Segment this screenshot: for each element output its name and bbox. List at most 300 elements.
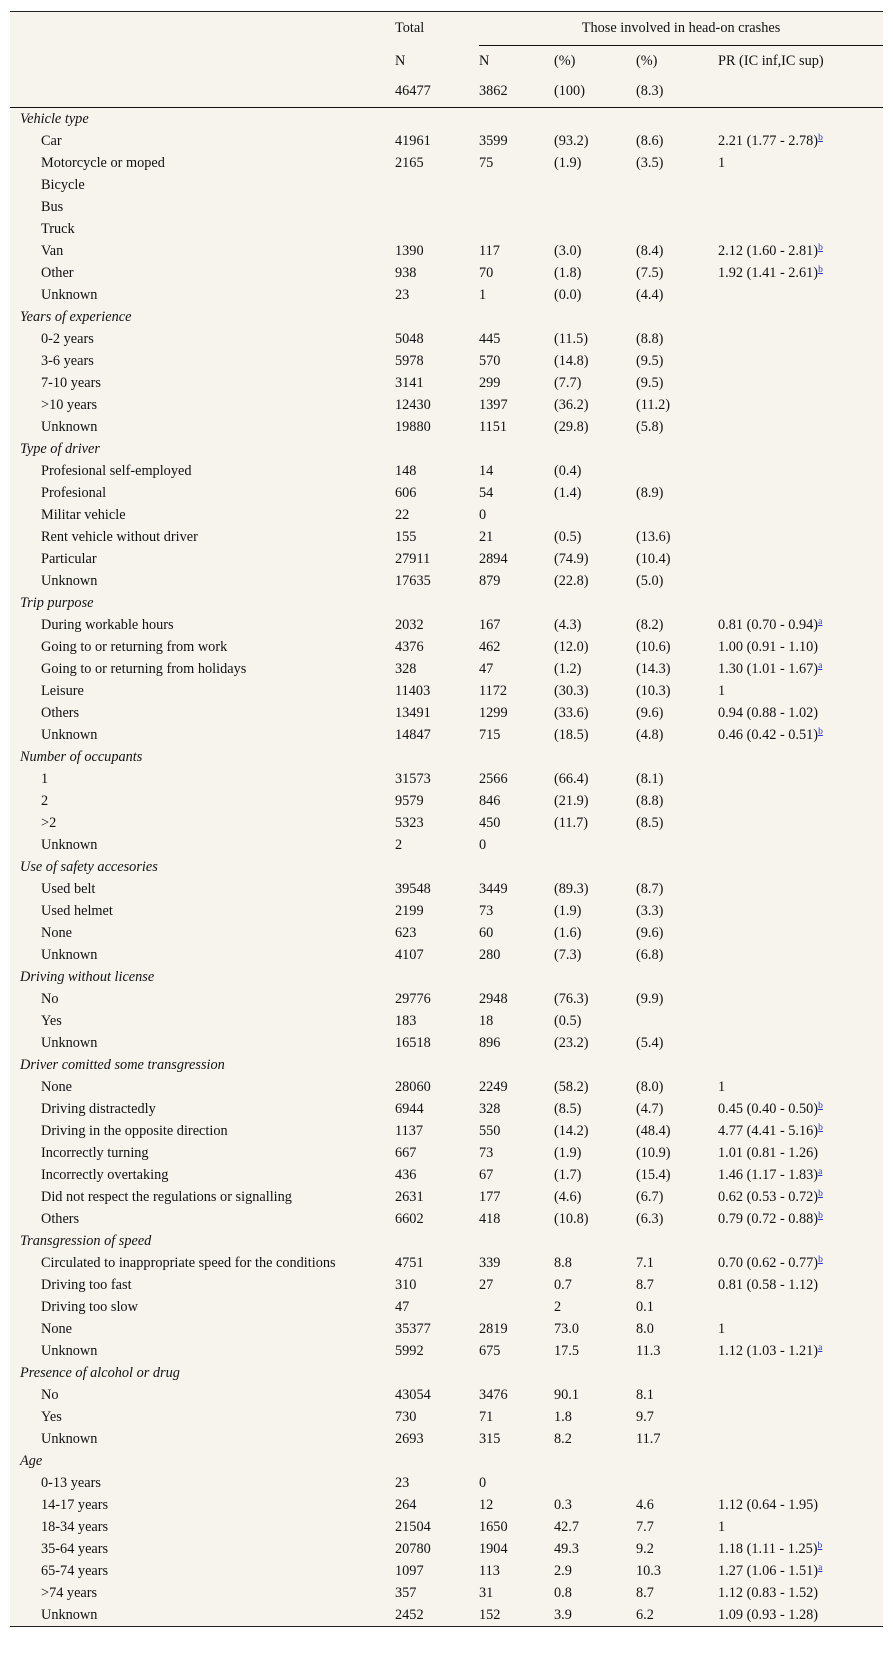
section-title: Vehicle type xyxy=(20,111,89,127)
row-label: Leisure xyxy=(41,683,84,699)
header-col-pct: (%) xyxy=(554,53,576,69)
row-label: Unknown xyxy=(41,573,98,589)
pct-cell xyxy=(554,1472,636,1494)
pct2-cell: (8.8) xyxy=(636,793,664,809)
pr-cell xyxy=(718,680,883,702)
pr-cell xyxy=(718,284,883,306)
pct2-cell: 4.6 xyxy=(636,1497,654,1513)
header-row-2 xyxy=(10,46,883,77)
pct-cell: (14.2) xyxy=(554,1123,589,1139)
n-cell: 21 xyxy=(479,529,494,545)
total-cell: 2631 xyxy=(395,1189,424,1205)
pct2-cell: (13.6) xyxy=(636,529,671,545)
n-cell: 67 xyxy=(479,1167,494,1183)
row-label: Driving too slow xyxy=(41,1299,138,1315)
table-row xyxy=(10,1428,883,1450)
pr-cell xyxy=(718,1098,883,1120)
total-cell: 938 xyxy=(395,265,417,281)
pct2-cell: (3.3) xyxy=(636,903,664,919)
table-row xyxy=(10,1582,883,1604)
footnote-ref xyxy=(818,1541,823,1551)
pr-value: 4.77 (4.41 - 5.16) xyxy=(718,1123,819,1139)
n-cell: 550 xyxy=(479,1123,501,1139)
pr-value: 1 xyxy=(718,683,726,699)
row-label: Profesional xyxy=(41,485,107,501)
pct-cell: (36.2) xyxy=(554,397,589,413)
pct2-cell: (8.2) xyxy=(636,617,664,633)
n-cell: 1299 xyxy=(479,705,508,721)
header-blank xyxy=(10,12,395,46)
pr-cell xyxy=(718,526,883,548)
total-cell: 5992 xyxy=(395,1343,424,1359)
pct2-cell: (10.6) xyxy=(636,639,671,655)
footnote-link[interactable]: a xyxy=(818,661,823,671)
pct-cell: (0.5) xyxy=(554,529,582,545)
total-cell xyxy=(395,218,479,240)
footnote-link[interactable]: b xyxy=(818,1255,823,1265)
pct2-cell: (6.3) xyxy=(636,1211,664,1227)
pct-cell: (0.5) xyxy=(554,1013,582,1029)
pr-cell xyxy=(718,174,883,196)
pct2-cell: 10.3 xyxy=(636,1563,662,1579)
total-cell: 148 xyxy=(395,463,417,479)
n-cell: 418 xyxy=(479,1211,501,1227)
section-title: Type of driver xyxy=(20,441,100,457)
pct2-cell: (48.4) xyxy=(636,1123,671,1139)
table-row xyxy=(10,1010,883,1032)
n-cell: 3599 xyxy=(479,133,508,149)
total-cell: 23 xyxy=(395,1475,410,1491)
row-label: Other xyxy=(41,265,74,281)
row-label: Unknown xyxy=(41,1343,98,1359)
pct-cell: (21.9) xyxy=(554,793,589,809)
total-cell: 29776 xyxy=(395,991,431,1007)
pct-cell xyxy=(554,504,636,526)
total-cell: 4107 xyxy=(395,947,424,963)
pr-cell xyxy=(718,548,883,570)
pr-cell xyxy=(718,1010,883,1032)
row-label: Circulated to inappropriate speed for the conditions xyxy=(41,1255,336,1271)
n-cell xyxy=(479,196,554,218)
n-cell: 2894 xyxy=(479,551,508,567)
pct2-cell: (7.5) xyxy=(636,265,664,281)
row-label: Used helmet xyxy=(41,903,113,919)
pr-cell xyxy=(718,372,883,394)
pr-cell xyxy=(718,1186,883,1208)
pct2-cell: 7.1 xyxy=(636,1255,654,1271)
table-row xyxy=(10,1318,883,1340)
pct-cell: (58.2) xyxy=(554,1079,589,1095)
pct-cell: (66.4) xyxy=(554,771,589,787)
pct-cell: (1.9) xyxy=(554,903,582,919)
table-row xyxy=(10,262,883,284)
total-cell: 623 xyxy=(395,925,417,941)
pr-value: 2.21 (1.77 - 2.78) xyxy=(718,133,819,149)
n-cell: 445 xyxy=(479,331,501,347)
table-row xyxy=(10,614,883,636)
pct-cell: (74.9) xyxy=(554,551,589,567)
header-group-head-on: Those involved in head-on crashes xyxy=(479,12,883,46)
n-cell xyxy=(479,1296,554,1318)
pct-cell: (23.2) xyxy=(554,1035,589,1051)
pct-cell: (10.8) xyxy=(554,1211,589,1227)
pr-cell xyxy=(718,1252,883,1274)
n-cell: 0 xyxy=(479,507,487,523)
total-cell: 4751 xyxy=(395,1255,424,1271)
pr-cell xyxy=(718,1296,883,1318)
footnote-ref xyxy=(818,1189,823,1199)
table-row xyxy=(10,548,883,570)
pr-value: 1.12 (1.03 - 1.21) xyxy=(718,1343,819,1359)
section-header-row xyxy=(10,746,883,768)
pct-cell: 8.2 xyxy=(554,1431,572,1447)
pct-cell xyxy=(554,834,636,856)
footnote-link[interactable]: b xyxy=(818,1189,823,1199)
table-row xyxy=(10,636,883,658)
total-cell: 5048 xyxy=(395,331,424,347)
row-label: During workable hours xyxy=(41,617,174,633)
row-label: Militar vehicle xyxy=(41,507,126,523)
pr-cell xyxy=(718,878,883,900)
total-cell: 606 xyxy=(395,485,417,501)
row-label: 0-2 years xyxy=(41,331,94,347)
total-cell: 6944 xyxy=(395,1101,424,1117)
table-row xyxy=(10,1384,883,1406)
pr-cell xyxy=(718,702,883,724)
table-row xyxy=(10,1340,883,1362)
n-cell: 31 xyxy=(479,1585,494,1601)
table-row xyxy=(10,218,883,240)
pct-cell: 1.8 xyxy=(554,1409,572,1425)
total-cell: 2 xyxy=(395,837,403,853)
results-table xyxy=(10,11,883,1627)
pct-cell: 3.9 xyxy=(554,1604,636,1627)
pct-cell: 0.8 xyxy=(554,1585,572,1601)
total-cell: 183 xyxy=(395,1013,417,1029)
n-cell: 675 xyxy=(479,1343,501,1359)
row-label: Van xyxy=(41,243,64,259)
pr-cell xyxy=(718,790,883,812)
row-label: 65-74 years xyxy=(41,1563,109,1579)
n-cell: 73 xyxy=(479,1145,494,1161)
pr-cell xyxy=(718,196,883,218)
n-cell: 0 xyxy=(479,1475,487,1491)
table-row xyxy=(10,922,883,944)
section-header-row xyxy=(10,966,883,988)
pr-cell xyxy=(718,1582,883,1604)
n-cell: 2249 xyxy=(479,1079,508,1095)
row-label: Incorrectly overtaking xyxy=(41,1167,169,1183)
pct2-cell xyxy=(636,174,718,196)
n-cell: 328 xyxy=(479,1101,501,1117)
table-row xyxy=(10,394,883,416)
n-cell: 47 xyxy=(479,661,494,677)
pr-cell xyxy=(718,1604,883,1627)
row-label: Particular xyxy=(41,551,97,567)
pr-value: 1.18 (1.11 - 1.25) xyxy=(718,1541,818,1557)
pr-cell xyxy=(718,1472,883,1494)
table-row xyxy=(10,1142,883,1164)
n-cell: 3476 xyxy=(479,1387,508,1403)
n-cell: 846 xyxy=(479,793,501,809)
pr-value: 1 xyxy=(718,1079,726,1095)
table-row xyxy=(10,372,883,394)
n-cell: 715 xyxy=(479,727,501,743)
table-row xyxy=(10,526,883,548)
footnote-ref xyxy=(818,1101,823,1111)
pct2-cell: (9.9) xyxy=(636,991,664,1007)
pr-value: 1.27 (1.06 - 1.51) xyxy=(718,1563,819,1579)
total-cell: 43054 xyxy=(395,1387,431,1403)
footnote-ref xyxy=(818,1255,823,1265)
total-cell: 14847 xyxy=(395,727,431,743)
row-label: Car xyxy=(41,133,62,149)
table-row xyxy=(10,416,883,438)
total-cell: 3141 xyxy=(395,375,424,391)
footnote-link[interactable]: a xyxy=(818,617,823,627)
pr-cell xyxy=(718,922,883,944)
section-header-row xyxy=(10,306,883,328)
footnote-ref xyxy=(818,661,822,671)
n-cell: 3449 xyxy=(479,881,508,897)
table-row xyxy=(10,1538,883,1560)
n-cell: 167 xyxy=(479,617,501,633)
table-row xyxy=(10,1098,883,1120)
pr-value: 0.79 (0.72 - 0.88) xyxy=(718,1211,819,1227)
footnote-link[interactable]: a xyxy=(818,1563,823,1573)
pr-cell xyxy=(718,1142,883,1164)
pr-value: 1.92 (1.41 - 2.61) xyxy=(718,265,819,281)
total-cell: 2199 xyxy=(395,903,424,919)
row-label: Did not respect the regulations or signalling xyxy=(41,1189,292,1205)
row-label: Truck xyxy=(41,221,75,237)
section-header-row xyxy=(10,1450,883,1472)
pct2-cell: (9.5) xyxy=(636,375,664,391)
pct2-cell: (14.3) xyxy=(636,661,671,677)
n-cell: 71 xyxy=(479,1409,494,1425)
row-label: Used belt xyxy=(41,881,96,897)
pct2-cell: 8.7 xyxy=(636,1585,654,1601)
section-header-row xyxy=(10,856,883,878)
header-col-n: N xyxy=(479,53,490,69)
pct2-cell: 8.1 xyxy=(636,1387,654,1403)
pct2-cell: (5.8) xyxy=(636,419,664,435)
pct-cell: (89.3) xyxy=(554,881,589,897)
header-sum-n: 3862 xyxy=(479,76,554,108)
footnote-link[interactable]: b xyxy=(817,1541,823,1551)
total-cell: 22 xyxy=(395,507,410,523)
pr-cell xyxy=(718,240,883,262)
total-cell xyxy=(395,196,479,218)
total-cell: 19880 xyxy=(395,419,431,435)
row-label: 0-13 years xyxy=(41,1475,101,1491)
table-row xyxy=(10,174,883,196)
table-row xyxy=(10,482,883,504)
row-label: Unknown xyxy=(41,1035,98,1051)
table-row xyxy=(10,1604,883,1627)
total-cell: 357 xyxy=(395,1585,417,1601)
pct-cell: 49.3 xyxy=(554,1541,580,1557)
row-label: Yes xyxy=(41,1013,62,1029)
pct2-cell: (8.0) xyxy=(636,1079,664,1095)
pct2-cell xyxy=(636,196,718,218)
pr-cell xyxy=(718,1208,883,1230)
pct-cell: (22.8) xyxy=(554,573,589,589)
section-header-row xyxy=(10,1362,883,1384)
n-cell: 12 xyxy=(479,1497,494,1513)
pr-cell xyxy=(718,1032,883,1054)
pr-cell xyxy=(718,570,883,592)
row-label: 18-34 years xyxy=(41,1519,109,1535)
pr-cell xyxy=(718,218,883,240)
footnote-ref xyxy=(818,1563,822,1573)
n-cell: 299 xyxy=(479,375,501,391)
footnote-ref xyxy=(818,727,823,737)
total-cell: 35377 xyxy=(395,1321,431,1337)
pct2-cell: 0.1 xyxy=(636,1299,654,1315)
pct-cell: (14.8) xyxy=(554,353,589,369)
total-cell: 23 xyxy=(395,287,410,303)
n-cell: 570 xyxy=(479,353,501,369)
header-sum-pct: (100) xyxy=(554,76,636,108)
footnote-link[interactable]: b xyxy=(818,265,823,275)
pr-cell xyxy=(718,812,883,834)
pr-value: 2.12 (1.60 - 2.81) xyxy=(718,243,819,259)
total-cell: 11403 xyxy=(395,683,431,699)
footnote-link[interactable]: b xyxy=(818,1211,823,1221)
pct-cell: 42.7 xyxy=(554,1519,580,1535)
pct-cell: 17.5 xyxy=(554,1343,580,1359)
pr-cell xyxy=(718,1428,883,1450)
pct-cell xyxy=(554,218,636,240)
footnote-ref xyxy=(818,1343,822,1353)
pr-value: 0.81 (0.58 - 1.12) xyxy=(718,1277,819,1293)
n-cell: 14 xyxy=(479,463,494,479)
pr-cell xyxy=(718,1274,883,1296)
pct-cell: 2 xyxy=(554,1299,562,1315)
section-title: Presence of alcohol or drug xyxy=(20,1365,180,1381)
table-row xyxy=(10,196,883,218)
row-label: Yes xyxy=(41,1409,62,1425)
pr-cell xyxy=(718,328,883,350)
n-cell: 177 xyxy=(479,1189,501,1205)
n-cell: 70 xyxy=(479,265,494,281)
table-row xyxy=(10,834,883,856)
total-cell: 12430 xyxy=(395,397,431,413)
row-label: Motorcycle or moped xyxy=(41,155,165,171)
total-cell: 264 xyxy=(395,1497,417,1513)
pct2-cell: 7.7 xyxy=(636,1519,654,1535)
pr-cell xyxy=(718,262,883,284)
pct2-cell: 11.3 xyxy=(636,1343,661,1359)
pr-cell xyxy=(718,768,883,790)
pct2-cell: (5.0) xyxy=(636,573,664,589)
total-cell: 17635 xyxy=(395,573,431,589)
n-cell: 1397 xyxy=(479,397,508,413)
footnote-link[interactable]: b xyxy=(818,243,823,253)
pr-value: 1 xyxy=(718,1519,726,1535)
table-row xyxy=(10,152,883,174)
table-row xyxy=(10,702,883,724)
table-row xyxy=(10,460,883,482)
table-row xyxy=(10,570,883,592)
pct-cell xyxy=(554,174,636,196)
total-cell: 2032 xyxy=(395,617,424,633)
pct2-cell: (4.4) xyxy=(636,287,664,303)
table-body xyxy=(10,108,883,1627)
footnote-link[interactable]: b xyxy=(818,1101,823,1111)
table-row xyxy=(10,328,883,350)
pct-cell: (11.7) xyxy=(554,815,589,831)
table-row xyxy=(10,658,883,680)
footnote-link[interactable]: b xyxy=(818,1123,823,1133)
pct-cell: (1.8) xyxy=(554,265,582,281)
table-row xyxy=(10,900,883,922)
table-header xyxy=(10,12,883,108)
table-row xyxy=(10,240,883,262)
row-label: 7-10 years xyxy=(41,375,101,391)
footnote-link[interactable]: a xyxy=(818,1343,823,1353)
pct2-cell: (8.5) xyxy=(636,815,664,831)
pct-cell: (7.7) xyxy=(554,375,582,391)
n-cell xyxy=(479,174,554,196)
n-cell: 2819 xyxy=(479,1321,508,1337)
n-cell: 60 xyxy=(479,925,494,941)
n-cell: 450 xyxy=(479,815,501,831)
pct-cell: (33.6) xyxy=(554,705,589,721)
pr-cell xyxy=(718,152,883,174)
row-label: Unknown xyxy=(41,837,98,853)
pr-value: 1 xyxy=(718,155,726,171)
pct2-cell: (4.7) xyxy=(636,1101,664,1117)
pct-cell: 90.1 xyxy=(554,1387,580,1403)
pct2-cell: (10.4) xyxy=(636,551,671,567)
pct-cell: (93.2) xyxy=(554,133,589,149)
footnote-link[interactable]: a xyxy=(818,1167,823,1177)
pr-value: 1.46 (1.17 - 1.83) xyxy=(718,1167,819,1183)
table-row xyxy=(10,1516,883,1538)
table-row xyxy=(10,768,883,790)
pct-cell: (18.5) xyxy=(554,727,589,743)
pct-cell: (1.7) xyxy=(554,1167,582,1183)
pct-cell: (11.5) xyxy=(554,331,589,347)
table-row xyxy=(10,284,883,306)
n-cell: 280 xyxy=(479,947,501,963)
row-label: None xyxy=(41,925,72,941)
pr-cell xyxy=(718,1164,883,1186)
pct2-cell: (10.3) xyxy=(636,683,671,699)
pr-value: 0.94 (0.88 - 1.02) xyxy=(718,705,819,721)
pct-cell: (29.8) xyxy=(554,419,589,435)
total-cell: 31573 xyxy=(395,771,431,787)
pct2-cell: (8.4) xyxy=(636,243,664,259)
pr-cell xyxy=(718,1076,883,1098)
pr-cell xyxy=(718,1340,883,1362)
row-label: No xyxy=(41,991,59,1007)
footnote-link[interactable]: b xyxy=(818,727,823,737)
total-cell: 5323 xyxy=(395,815,424,831)
total-cell: 730 xyxy=(395,1409,417,1425)
row-label: >10 years xyxy=(41,397,98,413)
total-cell: 47 xyxy=(395,1299,410,1315)
pct-cell: 73.0 xyxy=(554,1321,580,1337)
pr-cell xyxy=(718,130,883,152)
table-row xyxy=(10,944,883,966)
footnote-link[interactable]: b xyxy=(818,133,823,143)
section-header-row xyxy=(10,1230,883,1252)
header-total: Total xyxy=(395,12,479,46)
table-row xyxy=(10,680,883,702)
